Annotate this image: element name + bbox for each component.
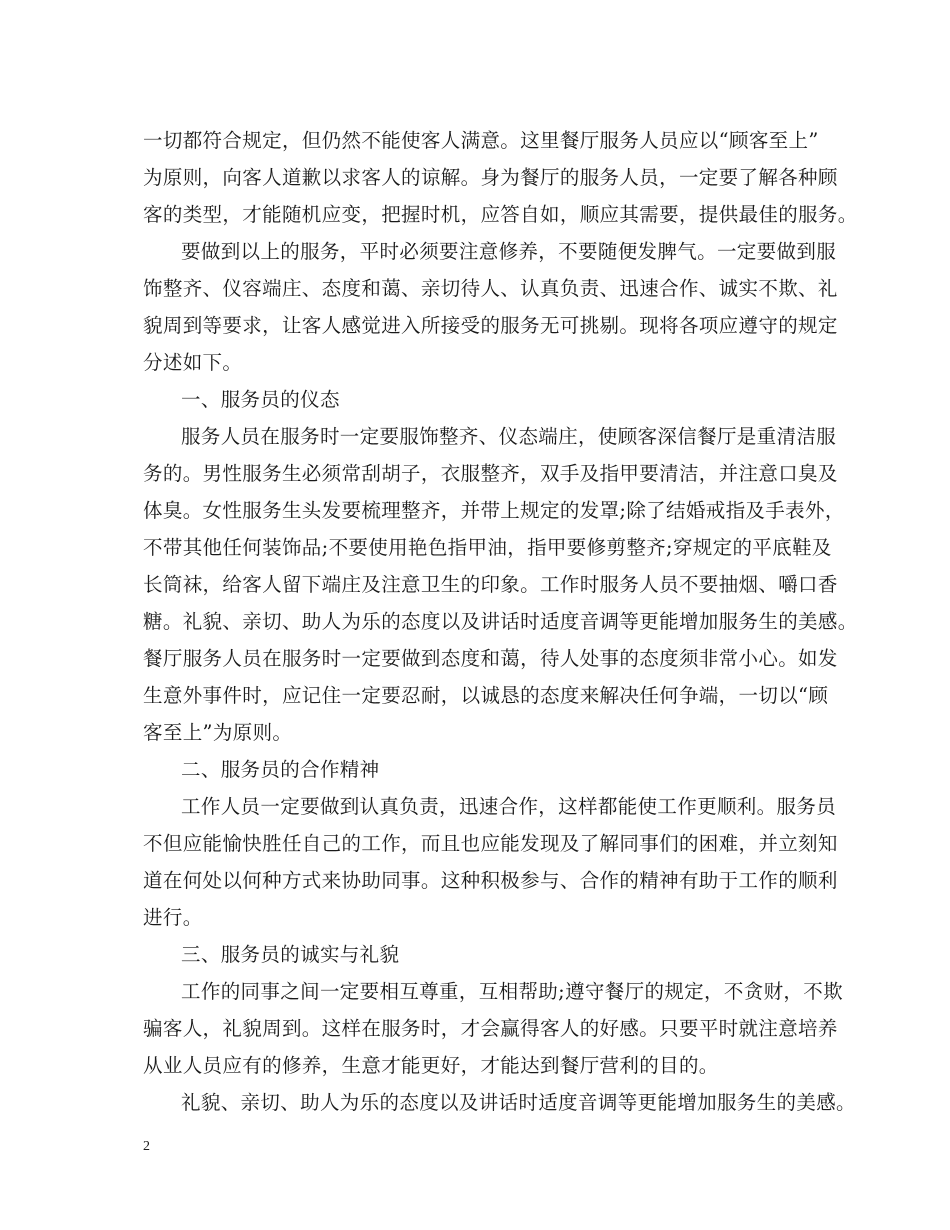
section-heading: 一、服务员的仪态 [181, 388, 340, 411]
text-line: 客至上”为原则。 [143, 721, 293, 744]
text-line: 生意外事件时，应记住一定要忍耐，以诚恳的态度来解决任何争端，一切以“顾 [143, 684, 829, 707]
text-line: 糖。礼貌、亲切、助人为乐的态度以及讲话时适度音调等更能增加服务生的美感。 [143, 610, 858, 633]
text-line: 道在何处以何种方式来协助同事。这种积极参与、合作的精神有助于工作的顺利 [143, 869, 838, 892]
text-line: 客的类型，才能随机应变，把握时机，应答自如，顺应其需要，提供最佳的服务。 [143, 203, 858, 226]
paragraph-start: 服务人员在服务时一定要服饰整齐、仪态端庄，使顾客深信餐厅是重清洁服 [181, 425, 837, 448]
text-line: 体臭。女性服务生头发要梳理整齐，并带上规定的发罩;除了结婚戒指及手表外， [143, 499, 845, 522]
text-line: 不带其他任何装饰品;不要使用艳色指甲油，指甲要修剪整齐;穿规定的平底鞋及 [143, 536, 832, 559]
text-line: 不但应能愉快胜任自己的工作，而且也应能发现及了解同事们的困难，并立刻知 [143, 832, 838, 855]
page-number: 2 [143, 1139, 150, 1154]
text-line: 为原则，向客人道歉以求客人的谅解。身为餐厅的服务人员，一定要了解各种顾 [143, 166, 838, 189]
paragraph-start: 礼貌、亲切、助人为乐的态度以及讲话时适度音调等更能增加服务生的美感。 [181, 1091, 856, 1114]
section-heading: 三、服务员的诚实与礼貌 [181, 943, 400, 966]
text-line: 长筒袜，给客人留下端庄及注意卫生的印象。工作时服务人员不要抽烟、嚼口香 [143, 573, 838, 596]
text-line: 饰整齐、仪容端庄、态度和蔼、亲切待人、认真负责、迅速合作、诚实不欺、礼 [143, 277, 838, 300]
text-line: 一切都符合规定，但仍然不能使客人满意。这里餐厅服务人员应以“顾客至上” [143, 129, 819, 152]
paragraph-start: 工作人员一定要做到认真负责，迅速合作，这样都能使工作更顺利。服务员 [181, 795, 837, 818]
text-line: 进行。 [143, 906, 203, 929]
paragraph-start: 工作的同事之间一定要相互尊重，互相帮助;遵守餐厅的规定，不贪财，不欺 [181, 980, 843, 1003]
text-line: 貌周到等要求，让客人感觉进入所接受的服务无可挑剔。现将各项应遵守的规定 [143, 314, 838, 337]
section-heading: 二、服务员的合作精神 [181, 758, 380, 781]
text-line: 分述如下。 [143, 351, 243, 374]
text-line: 餐厅服务人员在服务时一定要做到态度和蔼，待人处事的态度须非常小心。如发 [143, 647, 838, 670]
text-line: 从业人员应有的修养，生意才能更好，才能达到餐厅营利的目的。 [143, 1054, 719, 1077]
paragraph-start: 要做到以上的服务，平时必须要注意修养，不要随便发脾气。一定要做到服 [181, 240, 837, 263]
text-line: 骗客人，礼貌周到。这样在服务时，才会赢得客人的好感。只要平时就注意培养 [143, 1017, 838, 1040]
text-line: 务的。男性服务生必须常刮胡子，衣服整齐，双手及指甲要清洁，并注意口臭及 [143, 462, 838, 485]
